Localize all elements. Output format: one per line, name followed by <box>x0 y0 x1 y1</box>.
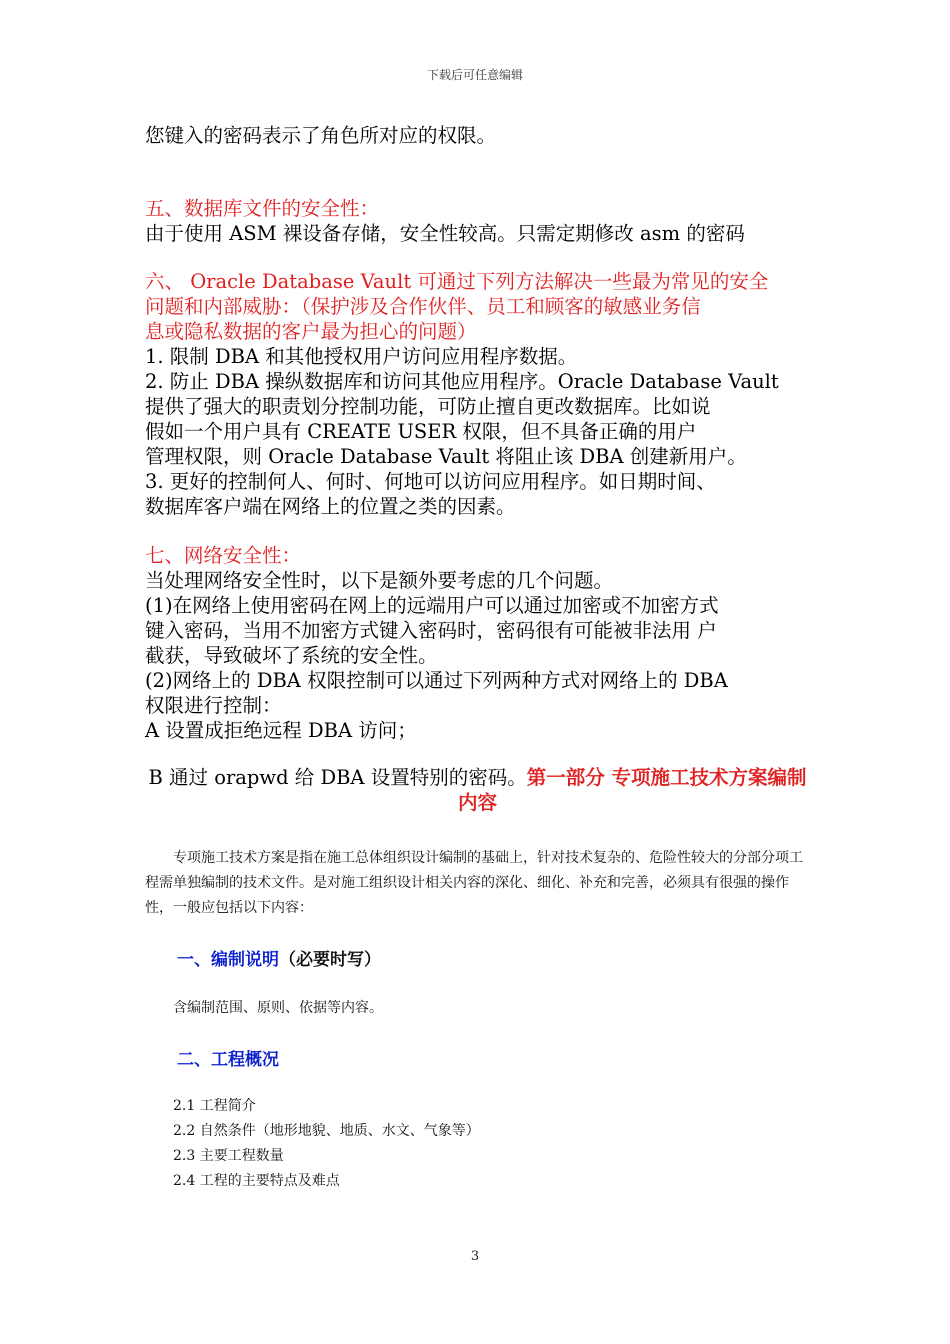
section2-item: 2.2 自然条件（地形地貌、地质、水文、气象等） <box>173 1123 480 1139</box>
section7-title: 七、网络安全性： <box>145 544 302 567</box>
section6-title-line: 息或隐私数据的客户最为担心的问题） <box>145 320 477 343</box>
section1-text-wrap <box>145 996 810 1021</box>
section6-line: 数据库客户端在网络上的位置之类的因素。 <box>145 495 516 518</box>
section7-line: (2)网络上的 DBA 权限控制可以通过下列两种方式对网络上的 DBA <box>145 669 728 692</box>
section6-title-line: 六、 Oracle Database Vault 可通过下列方法解决一些最为常见的安全 <box>145 270 769 293</box>
page-number: 3 <box>470 1249 480 1264</box>
section1-heading-wrap <box>145 945 810 970</box>
part1-block <box>145 846 810 921</box>
section5-title: 五、数据库文件的安全性： <box>145 197 380 220</box>
page-header: 下载后可任意编辑 <box>426 68 523 82</box>
section2-heading-wrap <box>145 1045 810 1070</box>
part1-paragraph: 专项施工技术方案是指在施工总体组织设计编制的基础上，针对技术复杂的、危险性较大的分部分项工程需单独编制的技术文件。是对施工组织设计相关内容的深化、细化、补充和完善，必须具有很强的操作性，一般应包括以下内容： <box>145 850 803 916</box>
section7-line: 键入密码，当用不加密方式键入密码时，密码很有可能被非法用 户 <box>145 619 717 642</box>
section7-line: (1)在网络上使用密码在网上的远端用户可以通过加密或不加密方式 <box>145 594 719 617</box>
section2-list <box>145 1094 810 1194</box>
section7-line: A 设置成拒绝远程 DBA 访问； <box>145 719 417 742</box>
section7-line: 当处理网络安全性时，以下是额外要考虑的几个问题。 <box>145 569 614 592</box>
section6-line: 2. 防止 DBA 操纵数据库和访问其他应用程序。Oracle Database Vault <box>145 370 779 393</box>
section6-line: 假如一个用户具有 CREATE USER 权限，但不具备正确的用户 <box>145 420 697 443</box>
section2-item: 2.3 主要工程数量 <box>173 1148 284 1164</box>
section6-line: 管理权限，则 Oracle Database Vault 将阻止该 DBA 创建新用户。 <box>145 445 747 468</box>
section1-title: 一、编制说明 <box>177 950 279 970</box>
section1-note: （必要时写） <box>279 950 381 970</box>
section2-title: 二、工程概况 <box>177 1050 279 1070</box>
main-text-block <box>145 123 810 815</box>
section7-line: 权限进行控制： <box>145 694 282 717</box>
section6-line: 提供了强大的职责划分控制功能，可防止擅自更改数据库。比如说 <box>145 395 711 418</box>
section7-last-line: B 通过 orapwd 给 DBA 设置特别的密码。 <box>148 766 527 789</box>
section6-line: 1. 限制 DBA 和其他授权用户访问应用程序数据。 <box>145 345 578 368</box>
section2-item: 2.4 工程的主要特点及难点 <box>173 1173 340 1189</box>
section5-text: 由于使用 ASM 裸设备存储，安全性较高。只需定期修改 asm 的密码 <box>145 222 745 245</box>
section1-text: 含编制范围、原则、依据等内容。 <box>173 1000 383 1016</box>
section2-item: 2.1 工程简介 <box>173 1098 256 1114</box>
section7-line: 截获，导致破坏了系统的安全性。 <box>145 644 438 667</box>
section6-title-line: 问题和内部威胁：（保护涉及合作伙伴、员工和顾客的敏感业务信 <box>145 295 701 318</box>
intro-line: 您键入的密码表示了角色所对应的权限。 <box>145 124 497 147</box>
section6-line: 3. 更好的控制何人、何时、何地可以访问应用程序。如日期时间、 <box>145 470 716 493</box>
part1-heading: 第一部分 专项施工技术方案编制内容 <box>457 766 807 814</box>
part-heading-block <box>145 765 810 815</box>
section1-heading <box>145 945 810 970</box>
